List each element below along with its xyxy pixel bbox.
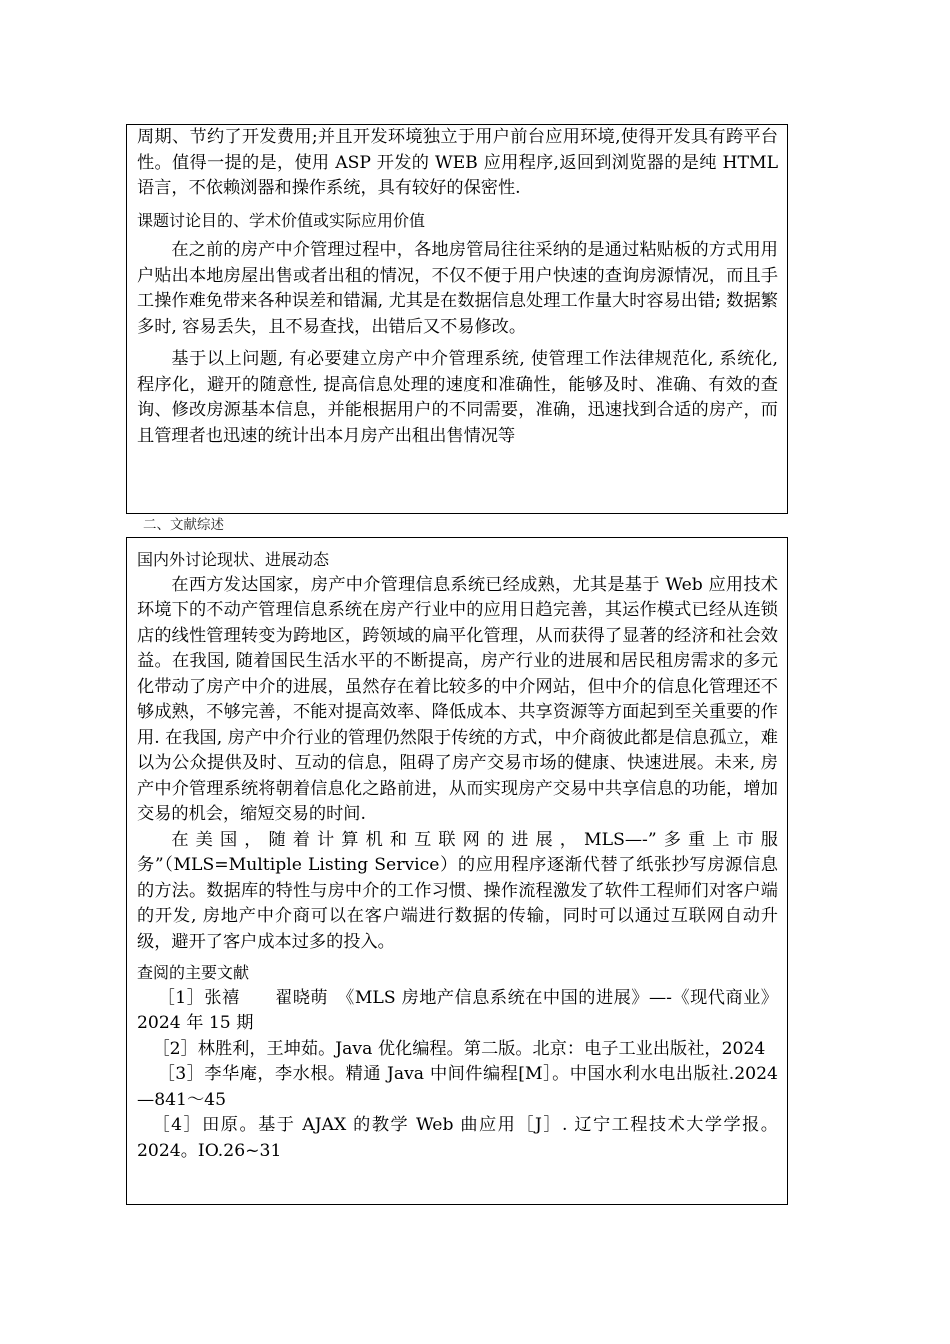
section-label-literature: 二、文献综述 (143, 517, 224, 533)
research-status-paragraph-1: 在西方发达国家，房产中介管理信息系统已经成熟，尤其是基于 Web 应用技术环境下的不动产管理信息系统在房产行业中的应用日趋完善，其运作模式已经从连锁店的线性管理转变为跨地区，跨领域的扁平化管理，从而获得了显著的经济和社会效益。在我国, 随着国民生活水平的不断提高，房产行业的进展和居民租房需求的多元化带动了房产中介的进展，虽然存在着比较多的中介网站，但中介的信息化管理还不够成熟，不够完善，不能对提高效率、降低成本、共享资源等方面起到至关重要的作用. 在我国, 房产中介行业的管理仍然限于传统的方式，中介商彼此都是信息孤立，难以为公众提供及时、互动的信息，阻碍了房产交易市场的健康、快速进展。未来, 房产中介管理系统将朝着信息化之路前进，从而实现房产交易中共享信息的功能，增加交易的机会，缩短交易的时间. (137, 574, 778, 824)
reference-item: ［1］张禧 翟晓萌 《MLS 房地产信息系统在中国的进展》—-《现代商业》2024 年 15 期 (137, 987, 778, 1033)
research-status-heading: 国内外讨论现状、进展动态 (137, 550, 330, 569)
purpose-paragraph-2: 基于以上问题, 有必要建立房产中介管理系统, 使管理工作法律规范化, 系统化, 程序化，避开的随意性, 提高信息处理的速度和准确性，能够及时、准确、有效的查询、修改房源基本信息，并能根据用户的不同需要，准确，迅速找到合适的房产，而且管理者也迅速的统计出本月房产出租出售情况等 (137, 349, 778, 446)
literature-section-box (126, 537, 788, 1205)
references-heading: 查阅的主要文献 (137, 963, 250, 982)
reference-item: ［3］李华庵，李水根。精通 Java 中间件编程[M］。中国水利水电出版社.2024—841～45 (137, 1064, 778, 1110)
purpose-paragraph-1: 在之前的房产中介管理过程中，各地房管局往往采纳的是通过粘贴板的方式用用户贴出本地房屋出售或者出租的情况，不仅不便于用户快速的查询房源情况，而且手工操作难免带来各种误差和错漏, 尤其是在数据信息处理工作量大时容易出错; 数据繁多时, 容易丢失，且不易查找，出错后又不易修改。 (137, 240, 778, 337)
research-status-paragraph-2: 在美国，随着计算机和互联网的进展，MLS—-”多重上市服务”（MLS=Multiple Listing Service）的应用程序逐渐代替了纸张抄写房源信息的方法。数据库的特性与房中介的工作习惯、操作流程激发了软件工程师们对客户端的开发, 房地产中介商可以在客户端进行数据的传输，同时可以通过互联网自动升级，避开了客户成本过多的投入。 (137, 829, 778, 952)
reference-item: ［4］田原。基于 AJAX 的教学 Web 曲应用［J］. 辽宁工程技术大学学报。2024。IO.26~31 (137, 1115, 778, 1161)
purpose-section-box (126, 124, 788, 514)
intro-paragraph: 周期、节约了开发费用;并且开发环境独立于用户前台应用环境,使得开发具有跨平台性。值得一提的是，使用 ASP 开发的 WEB 应用程序,返回到浏览器的是纯 HTML 语言，不依赖浏器和操作系统，具有较好的保密性. (137, 127, 778, 198)
reference-item: ［2］林胜利，王坤茹。Java 优化编程。第二版。北京：电子工业出版社，2024 (152, 1038, 766, 1059)
purpose-heading: 课题讨论目的、学术价值或实际应用价值 (137, 210, 426, 230)
